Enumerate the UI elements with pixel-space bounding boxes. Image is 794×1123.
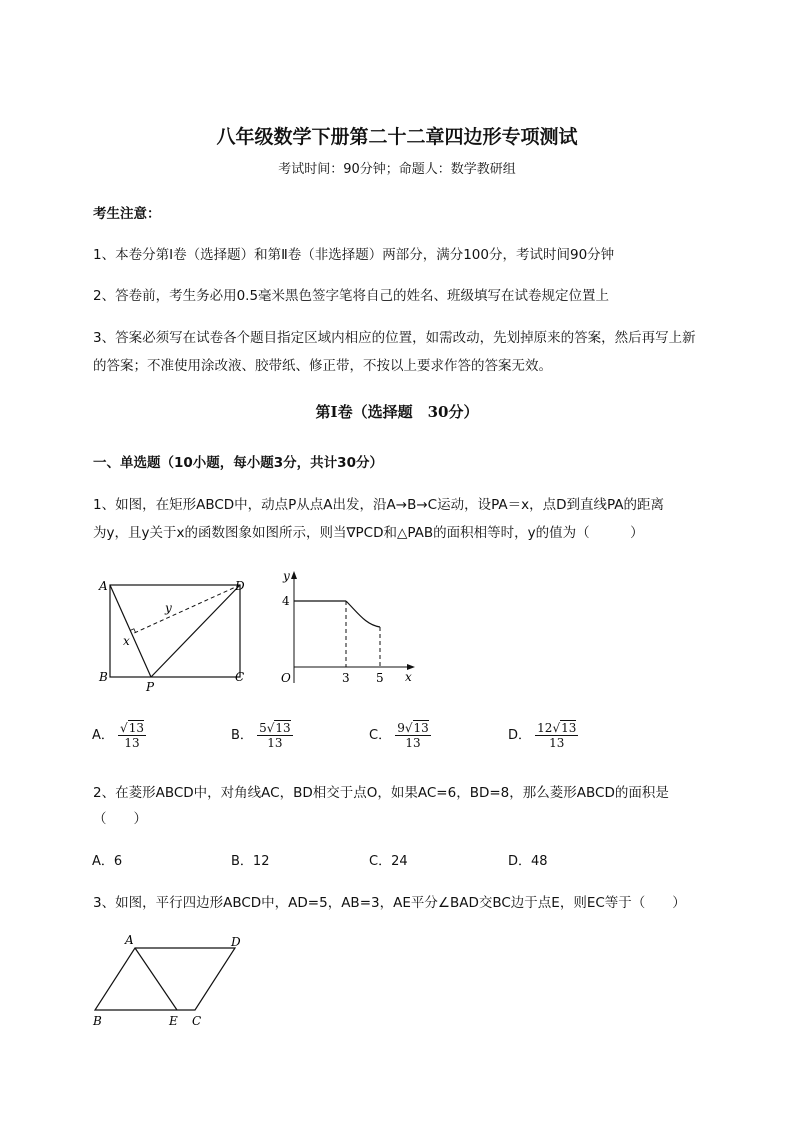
q1-option-c[interactable]: [369, 721, 431, 750]
q1-option-d-coef: 12: [537, 721, 553, 735]
graph-tick-3: 3: [342, 671, 350, 685]
q1-option-a-radicand: 13: [128, 721, 144, 735]
q1-option-b-fraction: [257, 721, 293, 750]
label-b: B: [99, 670, 108, 684]
question-1-rectangle-figure: [90, 570, 260, 695]
q1-option-d-letter: D．: [508, 728, 532, 743]
question-3-parallelogram-figure: [85, 930, 255, 1030]
label-e: E: [169, 1014, 178, 1028]
q2-option-d[interactable]: D．48: [508, 854, 548, 869]
q1-option-b-coef: 5: [259, 721, 267, 735]
part-heading: 一、单选题（10小题，每小题3分，共计30分）: [93, 455, 383, 471]
y-axis-arrow: [291, 571, 297, 579]
q1-option-c-coef: 9: [397, 721, 405, 735]
graph-label-origin: O: [281, 671, 291, 685]
rectangle-abcd: [110, 585, 240, 677]
q2-option-b[interactable]: B．12: [231, 854, 270, 869]
q1-option-a[interactable]: [92, 721, 146, 750]
q1-option-a-letter: A．: [92, 728, 114, 743]
q1-option-d-radicand: 13: [561, 721, 577, 735]
label-d: D: [235, 579, 245, 593]
notice-item-3-line-2: 的答案；不准使用涂改液、胶带纸、修正带，不按以上要求作答的答案无效。: [93, 358, 552, 374]
q2-option-c[interactable]: C．24: [369, 854, 408, 869]
graph-label-x: x: [405, 670, 412, 684]
question-1-line-2: 为y，且y关于x的函数图象如图所示，则当∇PCD和△PAB的面积相等时，y的值为（ ）: [93, 525, 644, 541]
notice-item-2: 2、答卷前，考生务必用0.5毫米黑色签字笔将自己的姓名、班级填写在试卷规定位置上: [93, 288, 610, 304]
label-a: A: [99, 579, 108, 593]
label-d: D: [231, 935, 241, 949]
label-x: x: [123, 634, 130, 648]
graph-label-y: y: [283, 569, 290, 583]
graph-tick-4: 4: [282, 594, 290, 608]
sqrt-sign: √: [120, 721, 128, 735]
q1-option-d-fraction: [535, 721, 578, 750]
graph-tick-5: 5: [376, 671, 384, 685]
q1-option-b[interactable]: [231, 721, 293, 750]
notice-heading: 考生注意：: [93, 206, 161, 222]
graph-curve-segment: [346, 601, 380, 627]
label-a: A: [125, 933, 134, 947]
q1-option-c-letter: C．: [369, 728, 392, 743]
label-c: C: [192, 1014, 202, 1028]
question-2-line-2: （ ）: [93, 811, 147, 827]
segment-ap: [110, 585, 151, 677]
q2-option-a[interactable]: A．6: [92, 854, 123, 869]
notice-item-1: 1、本卷分第I卷（选择题）和第Ⅱ卷（非选择题）两部分，满分100分，考试时间90分钟: [93, 247, 615, 263]
page-title: 八年级数学下册第二十二章四边形专项测试: [216, 126, 578, 148]
question-3-line-1: 3、如图，平行四边形ABCD中，AD=5，AB=3，AE平分∠BAD交BC边于点E，则EC等于（ ）: [93, 895, 686, 911]
section-title: 第I卷（选择题 30分）: [315, 403, 479, 421]
question-1-graph-figure: [268, 565, 428, 690]
q1-option-a-fraction: [118, 721, 146, 750]
q1-option-b-letter: B．: [231, 728, 253, 743]
notice-item-3-line-1: 3、答案必须写在试卷各个题目指定区域内相应的位置，如需改动，先划掉原来的答案，然后再写上新: [93, 330, 696, 346]
q1-option-b-denominator: 13: [267, 736, 283, 750]
label-c: C: [235, 670, 245, 684]
q1-option-d-denominator: 13: [549, 736, 565, 750]
label-p: P: [146, 680, 155, 694]
question-2-line-1: 2、在菱形ABCD中，对角线AC，BD相交于点O，如果AC=6，BD=8，那么菱形ABCD的面积是: [93, 785, 669, 801]
q1-option-a-denominator: 13: [124, 736, 140, 750]
sqrt-sign: √: [552, 721, 561, 735]
question-1-line-1: 1、如图，在矩形ABCD中，动点P从点A出发，沿A→B→C运动，设PA＝x，点D到直线PA的距离: [93, 497, 665, 513]
perpendicular-from-d: [132, 585, 240, 634]
parallelogram-abcd: [95, 948, 235, 1010]
sqrt-sign: √: [266, 721, 275, 735]
label-b: B: [93, 1014, 102, 1028]
label-y: y: [165, 601, 172, 615]
q1-option-d[interactable]: [508, 721, 578, 750]
segment-pd: [151, 585, 240, 677]
q1-option-c-radicand: 13: [413, 721, 429, 735]
sqrt-sign: √: [404, 721, 413, 735]
q1-option-b-radicand: 13: [275, 721, 291, 735]
exam-info: 考试时间：90分钟；命题人：数学教研组: [278, 162, 516, 177]
segment-ae: [135, 948, 177, 1010]
q1-option-c-fraction: [395, 721, 431, 750]
q1-option-c-denominator: 13: [405, 736, 421, 750]
